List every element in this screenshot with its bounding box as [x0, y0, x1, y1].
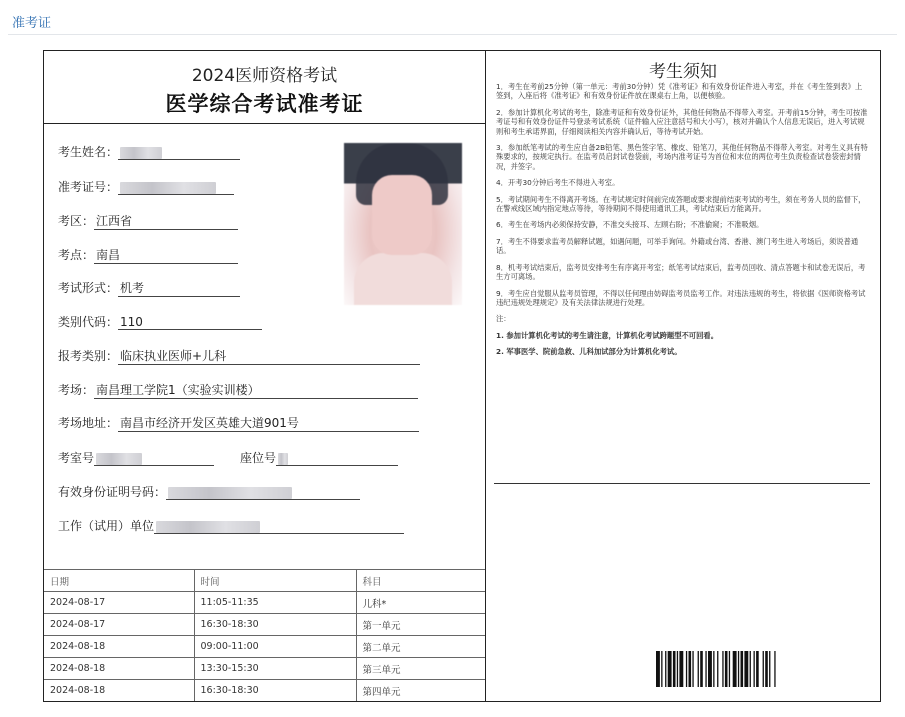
- field-exam-category: [58, 347, 420, 365]
- field-label: 考生姓名：: [58, 145, 119, 159]
- table-cell: 第四单元: [356, 680, 485, 702]
- notice-list: [486, 82, 880, 357]
- field-value-redacted: [94, 451, 214, 466]
- table-cell: 2024-08-17: [44, 592, 194, 614]
- field-value: 机考: [118, 279, 240, 297]
- field-value: 南昌市经济开发区英雄大道901号: [118, 414, 419, 432]
- field-work-unit: [58, 517, 404, 534]
- notice-item: 2．参加计算机化考试的考生，除准考证和有效身份证外，其他任何物品不得带入考室。开考前15分钟，考生可按准考证号和有效身份证件号登录考试系统（证件输入应注意括号和大小写），核对并确认个人信息无误后，进入考试规则和考生承诺界面，仔细阅读相关内容并确认后，等待考试开始。: [496, 107, 868, 136]
- notice-item: 4．开考30分钟后考生不得进入考室。: [496, 178, 620, 188]
- field-value-redacted: [166, 485, 360, 500]
- field-exam-region: [58, 212, 238, 230]
- notice-item: 8．机考考试结束后，监考员安排考生有序离开考室；纸笔考试结束后，监考员回收、清点答题卡和试卷无误后，考生方可离场。: [496, 262, 866, 282]
- candidate-photo: [344, 143, 462, 305]
- field-label: 考点：: [58, 248, 95, 262]
- notice-item: 6．考生在考场内必须保持安静，不准交头接耳、左顾右盼；不准偷窥；不准吸烟。: [496, 220, 764, 230]
- notice-note-label: 注：: [496, 314, 511, 324]
- field-value: 临床执业医师+儿科: [118, 347, 420, 365]
- ticket-subtitle: 2024医师资格考试: [191, 66, 338, 86]
- table-cell: 13:30-15:30: [194, 658, 356, 680]
- field-value-redacted: [118, 145, 240, 160]
- table-cell: 2024-08-17: [44, 614, 194, 636]
- table-row: [44, 636, 485, 658]
- table-header-row: [44, 570, 485, 592]
- table-cell: 16:30-18:30: [194, 680, 356, 702]
- ticket-left-panel: [44, 51, 486, 701]
- field-exam-address: [58, 414, 419, 432]
- table-cell: 2024-08-18: [44, 658, 194, 680]
- page-title: 准考证: [12, 16, 52, 31]
- column-header: 科目: [356, 570, 485, 592]
- notice-item: 5．考试期间考生不得离开考场。在考试规定时间前完成答题或要求提前结束考试的考生，须在考务人员的监督下，在警戒线区域内指定地点等待，等待期间不得使用通讯工具，考试结束后方能离开。: [496, 194, 866, 214]
- table-row: [44, 614, 485, 636]
- field-seat-number: [240, 449, 398, 466]
- notice-note: 1. 参加计算机化考试的考生请注意，计算机化考试跨题型不可回看。: [496, 330, 718, 340]
- notice-item: 9．考生应自觉服从监考员管理，不得以任何理由妨碍监考员监考工作。对违法违规的考生，将依据《医师资格考试违纪违规处理规定》及有关法律法规进行处理。: [496, 288, 866, 307]
- barcode-image: [656, 651, 866, 687]
- notice-title: 考生须知: [649, 62, 717, 82]
- field-exam-room-building: [58, 381, 418, 399]
- field-exam-site: [58, 246, 238, 264]
- table-cell: 第一单元: [356, 614, 485, 636]
- field-ticket-number: [58, 178, 234, 195]
- field-room-number: [58, 449, 214, 466]
- notice-note: 2. 军事医学、院前急救、儿科加试部分为计算机化考试。: [496, 347, 682, 357]
- field-label: 考场地址：: [58, 416, 119, 430]
- table-cell: 11:05-11:35: [194, 592, 356, 614]
- field-label: 准考证号：: [58, 180, 119, 194]
- table-cell: 儿科*: [356, 592, 485, 614]
- column-header: 日期: [44, 570, 194, 592]
- notice-divider: [494, 483, 870, 484]
- column-header: 时间: [194, 570, 356, 592]
- field-label: 座位号: [240, 451, 277, 465]
- notice-item: 1．考生在考前25分钟（第一单元：考前30分钟）凭《准考证》和有效身份证件进入考室，并在《考生签到表》上签到，入座后将《准考证》和有效身份证件放在课桌右上角，以便核验。: [496, 82, 863, 101]
- field-label: 有效身份证明号码：: [58, 485, 167, 499]
- table-cell: 第二单元: [356, 636, 485, 658]
- field-label: 类别代码：: [58, 315, 119, 329]
- table-cell: 09:00-11:00: [194, 636, 356, 658]
- field-label: 考场：: [58, 383, 95, 397]
- table-cell: 2024-08-18: [44, 680, 194, 702]
- ticket-notice-panel: [486, 51, 880, 701]
- field-value: 南昌: [94, 246, 238, 264]
- field-label: 考区：: [58, 214, 95, 228]
- field-exam-mode: [58, 279, 240, 297]
- field-value: 江西省: [94, 212, 238, 230]
- field-value: 南昌理工学院1（实验实训楼）: [94, 381, 418, 399]
- field-label: 考室号: [58, 451, 95, 465]
- notice-item: 7．考生不得要求监考员解释试题，如遇问题，可举手询问。外籍或台湾、香港、澳门考生进入考场后，须说普通话。: [496, 236, 859, 256]
- table-row: [44, 592, 485, 614]
- field-id-number: [58, 483, 360, 500]
- field-value: 110: [118, 315, 262, 330]
- table-cell: 16:30-18:30: [194, 614, 356, 636]
- field-value-redacted: [276, 451, 398, 466]
- ticket-title-block: [44, 51, 485, 124]
- field-category-code: [58, 313, 262, 330]
- table-cell: 第三单元: [356, 658, 485, 680]
- field-label: 报考类别：: [58, 349, 119, 363]
- admission-ticket: [43, 50, 881, 702]
- field-value-redacted: [118, 180, 234, 195]
- table-row: [44, 680, 485, 702]
- table-cell: 2024-08-18: [44, 636, 194, 658]
- exam-schedule-table: [44, 569, 485, 701]
- field-value-redacted: [154, 519, 404, 534]
- field-label: 工作（试用）单位: [58, 519, 155, 533]
- header-divider: [8, 34, 897, 35]
- ticket-title: 医学综合考试准考证: [165, 92, 364, 116]
- table-row: [44, 658, 485, 680]
- field-name: [58, 143, 240, 160]
- notice-item: 3．参加纸笔考试的考生应自备2B铅笔、黑色签字笔、橡皮、铅笔刀，其他任何物品不得带入考室。对考生义具有特殊要求的，按规定执行。在监考员启封试卷袋前，考场内准考证号为首位和末位的两位考生负责检查试卷袋密封情况，并签字。: [496, 143, 868, 171]
- field-label: 考试形式：: [58, 281, 119, 295]
